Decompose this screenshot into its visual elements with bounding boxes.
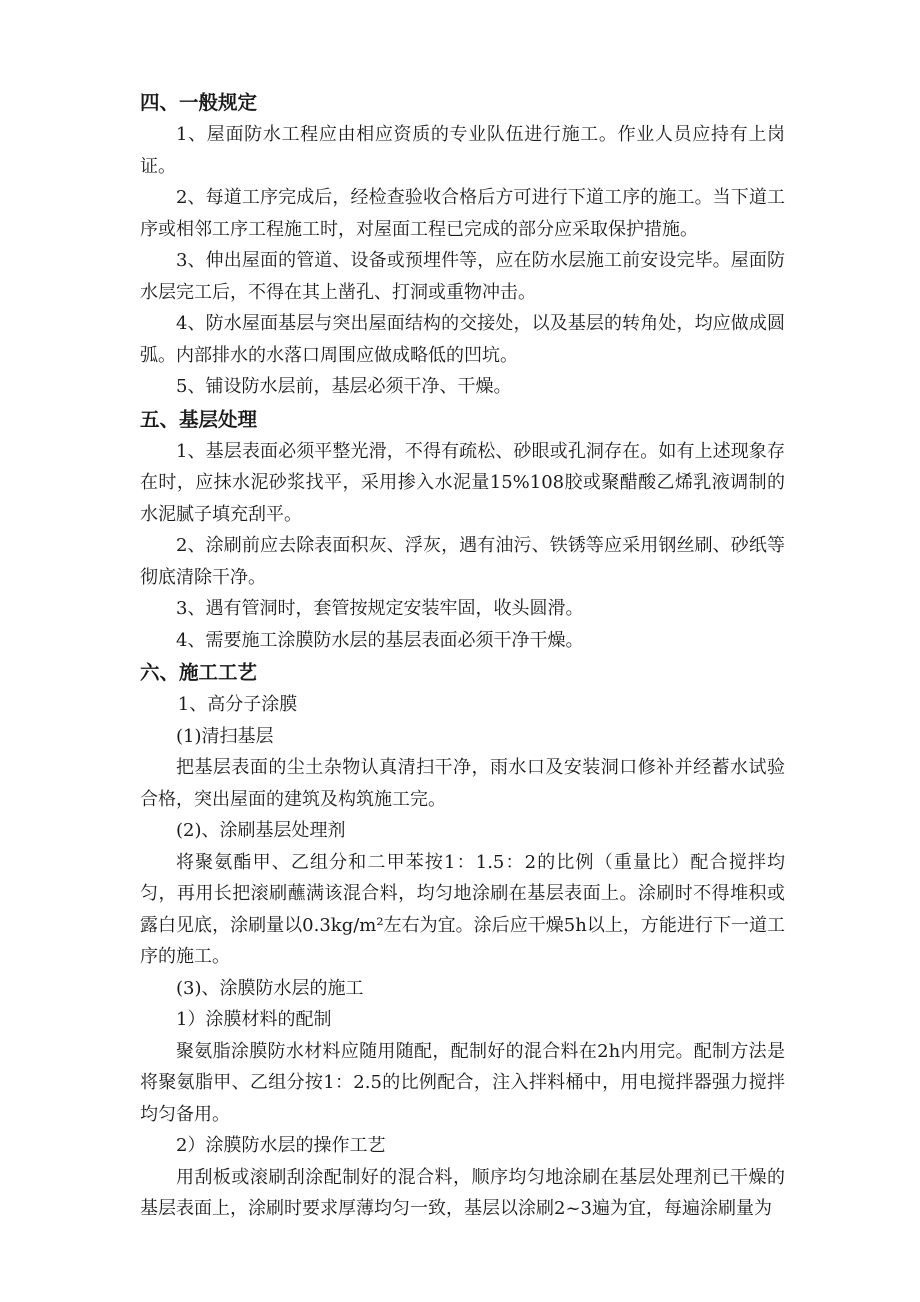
section-heading: 四、一般规定	[140, 91, 258, 114]
body-paragraph: 1、基层表面必须平整光滑，不得有疏松、砂眼或孔洞存在。如有上述现象存在时，应抹水泥砂浆找平，采用掺入水泥量15%108胶或聚醋酸乙烯乳液调制的水泥腻子填充刮平。	[140, 440, 785, 525]
body-paragraph: 2、每道工序完成后，经检查验收合格后方可进行下道工序的施工。当下道工序或相邻工序工程施工时，对屋面工程已完成的部分应采取保护措施。	[140, 187, 785, 240]
body-paragraph: 3、遇有管洞时，套管按规定安装牢固，收头圆滑。	[176, 598, 584, 619]
body-paragraph: 用刮板或滚刷刮涂配制好的混合料，顺序均匀地涂刷在基层处理剂已干燥的基层表面上，涂刷时要求厚薄均匀一致，基层以涂刷2~3遍为宜，每遍涂刷量为	[140, 1166, 785, 1219]
document-body	[140, 86, 785, 1225]
sub-heading: (3)、涂膜防水层的施工	[176, 977, 364, 999]
body-paragraph: 4、防水屋面基层与突出屋面结构的交接处，以及基层的转角处，均应做成圆弧。内部排水的水落口周围应做成略低的凹坑。	[140, 313, 785, 366]
sub-heading: (1)清扫基层	[176, 725, 274, 747]
body-paragraph: 将聚氨酯甲、乙组分和二甲苯按1：1.5：2的比例（重量比）配合搅拌均匀，再用长把滚刷蘸满该混合料，均匀地涂刷在基层表面上。涂刷时不得堆积或露白见底，涂刷量以0.3kg/m²左右为宜。涂后应干燥5h以上，方能进行下一道工序的施工。	[140, 851, 785, 967]
sub-heading: (2)、涂刷基层处理剂	[176, 820, 346, 841]
body-paragraph: 3、伸出屋面的管道、设备或预埋件等，应在防水层施工前安设完毕。屋面防水层完工后，不得在其上凿孔、打洞或重物冲击。	[140, 250, 785, 303]
body-paragraph: 1、屋面防水工程应由相应资质的专业队伍进行施工。作业人员应持有上岗证。	[140, 124, 785, 177]
section-heading: 六、施工工艺	[140, 661, 258, 684]
section-heading: 五、基层处理	[140, 407, 258, 431]
body-paragraph: 聚氨脂涂膜防水材料应随用随配，配制好的混合料在2h内用完。配制方法是将聚氨脂甲、乙组分按1：2.5的比例配合，注入拌料桶中，用电搅拌器强力搅拌均匀备用。	[140, 1040, 785, 1125]
body-paragraph: 把基层表面的尘土杂物认真清扫干净，雨水口及安装洞口修补并经蓄水试验合格，突出屋面的建筑及构筑施工完。	[140, 757, 785, 810]
sub-heading: 1、高分子涂膜	[177, 694, 298, 715]
body-paragraph: 2、涂刷前应去除表面积灰、浮灰，遇有油污、铁锈等应采用钢丝刷、砂纸等彻底清除干净。	[140, 535, 785, 588]
body-paragraph: 4、需要施工涂膜防水层的基层表面必须干净干燥。	[176, 629, 584, 651]
sub-heading: 1）涂膜材料的配制	[176, 1009, 332, 1030]
sub-heading: 2）涂膜防水层的操作工艺	[176, 1135, 386, 1156]
body-paragraph: 5、铺设防水层前，基层必须干净、干燥。	[176, 376, 512, 397]
